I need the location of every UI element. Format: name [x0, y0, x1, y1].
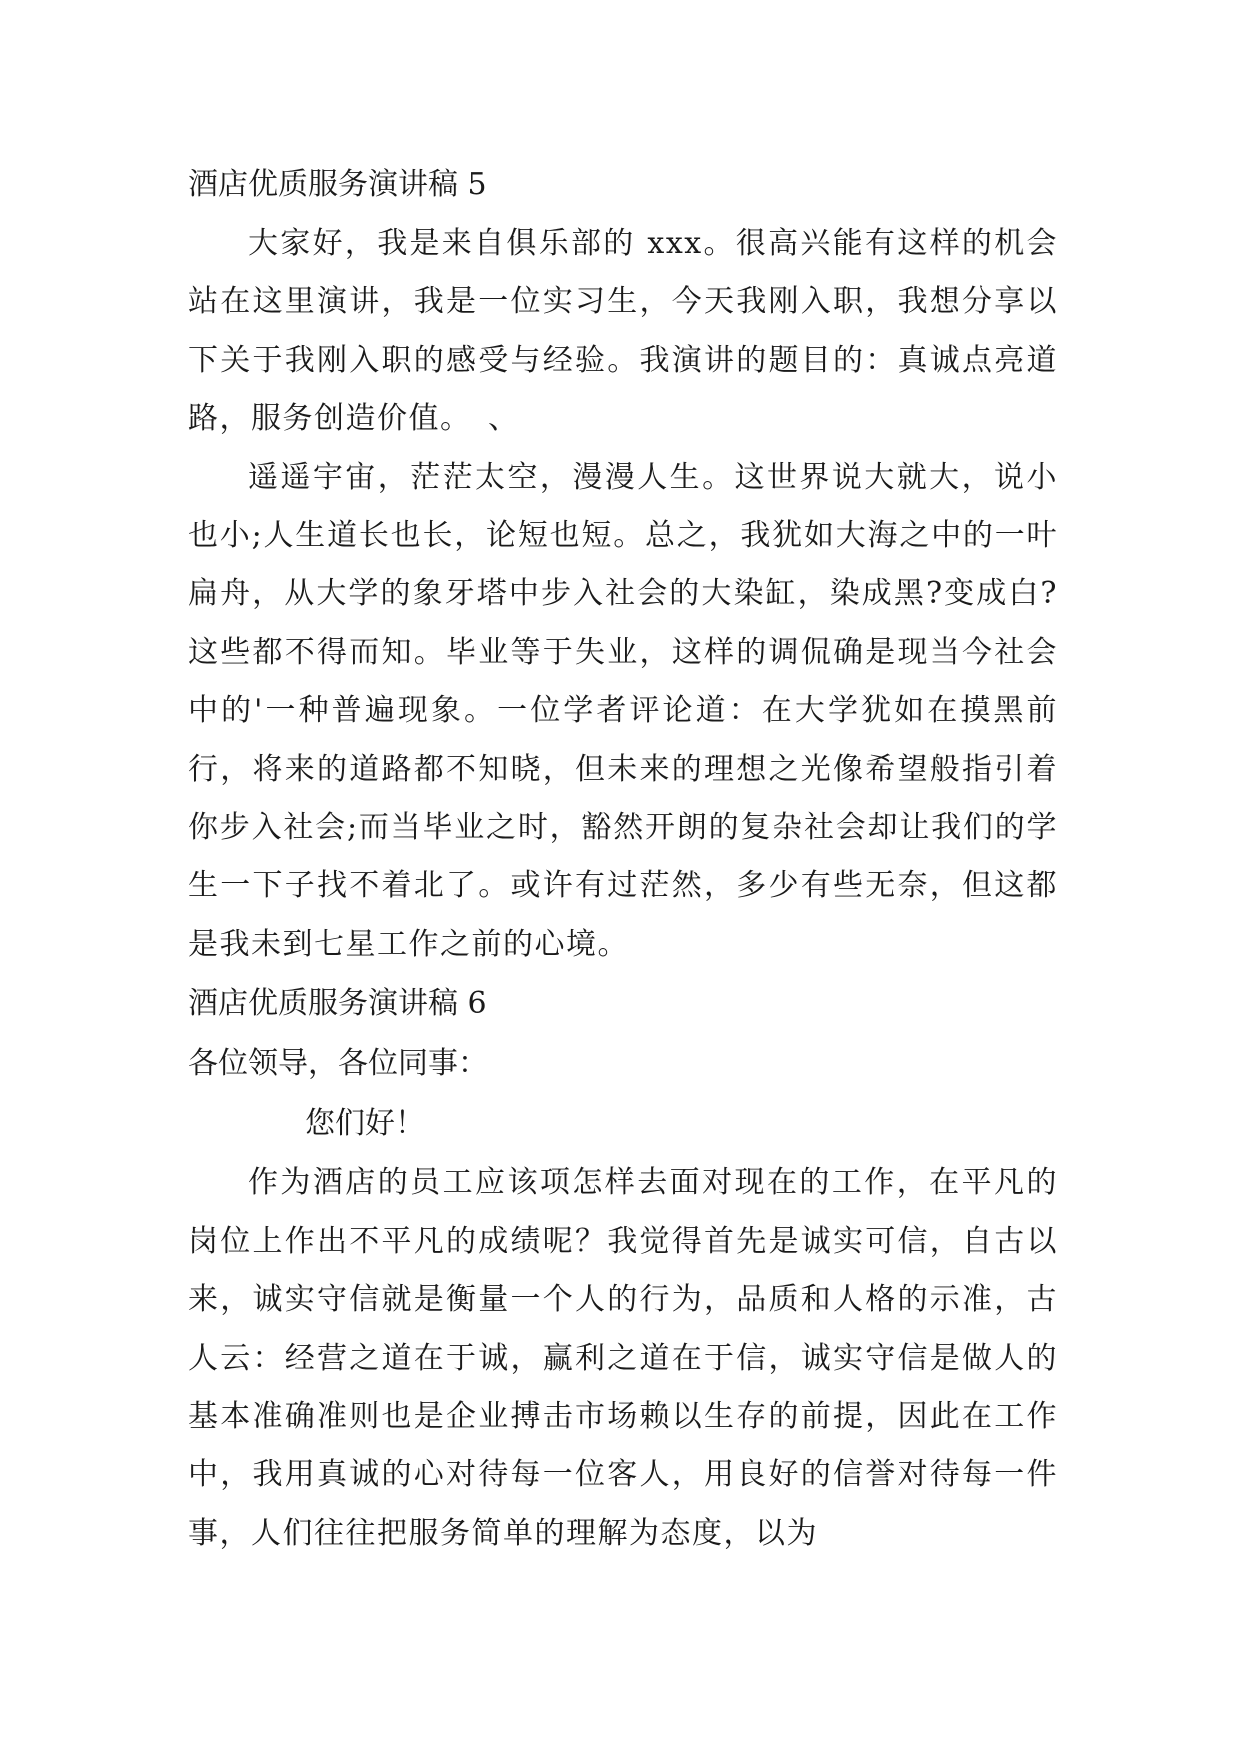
document-body [188, 155, 1058, 1563]
paragraph-work: 作为酒店的员工应该项怎样去面对现在的工作，在平凡的岗位上作出不平凡的成绩呢？我觉得首先是诚实可信，自古以来，诚实守信就是衡量一个人的行为，品质和人格的示准，古人云：经营之道在于诚，赢利之道在于信，诚实守信是做人的基本准确准则也是企业搏击市场赖以生存的前提，因此在工作中，我用真诚的心对待每一位客人，用良好的信誉对待每一件事，人们往往把服务简单的理解为态度，以为 [188, 1165, 1058, 1551]
paragraph-intro: 大家好，我是来自俱乐部的 xxx。很高兴能有这样的机会站在这里演讲，我是一位实习生，今天我刚入职，我想分享以下关于我刚入职的感受与经验。我演讲的题目的：真诚点亮道路，服务创造价值。 、 [188, 226, 1058, 437]
section-heading-6: 酒店优质服务演讲稿 6 [188, 986, 487, 1022]
salutation: 各位领导，各位同事： [188, 1046, 488, 1082]
paragraph-universe: 遥遥宇宙，茫茫太空，漫漫人生。这世界说大就大，说小也小;人生道长也长，论短也短。总之，我犹如大海之中的一叶扁舟，从大学的象牙塔中步入社会的大染缸，染成黑?变成白?这些都不得而知。毕业等于失业，这样的调侃确是现当今社会中的'一种普遍现象。一位学者评论道：在大学犹如在摸黑前行，将来的道路都不知晓，但未来的理想之光像希望般指引着你步入社会;而当毕业之时，豁然开朗的复杂社会却让我们的学生一下子找不着北了。或许有过茫然，多少有些无奈，但这都是我未到七星工作之前的心境。 [188, 459, 1058, 962]
section-heading-5: 酒店优质服务演讲稿 5 [188, 167, 487, 202]
greeting: 您们好！ [305, 1106, 425, 1142]
